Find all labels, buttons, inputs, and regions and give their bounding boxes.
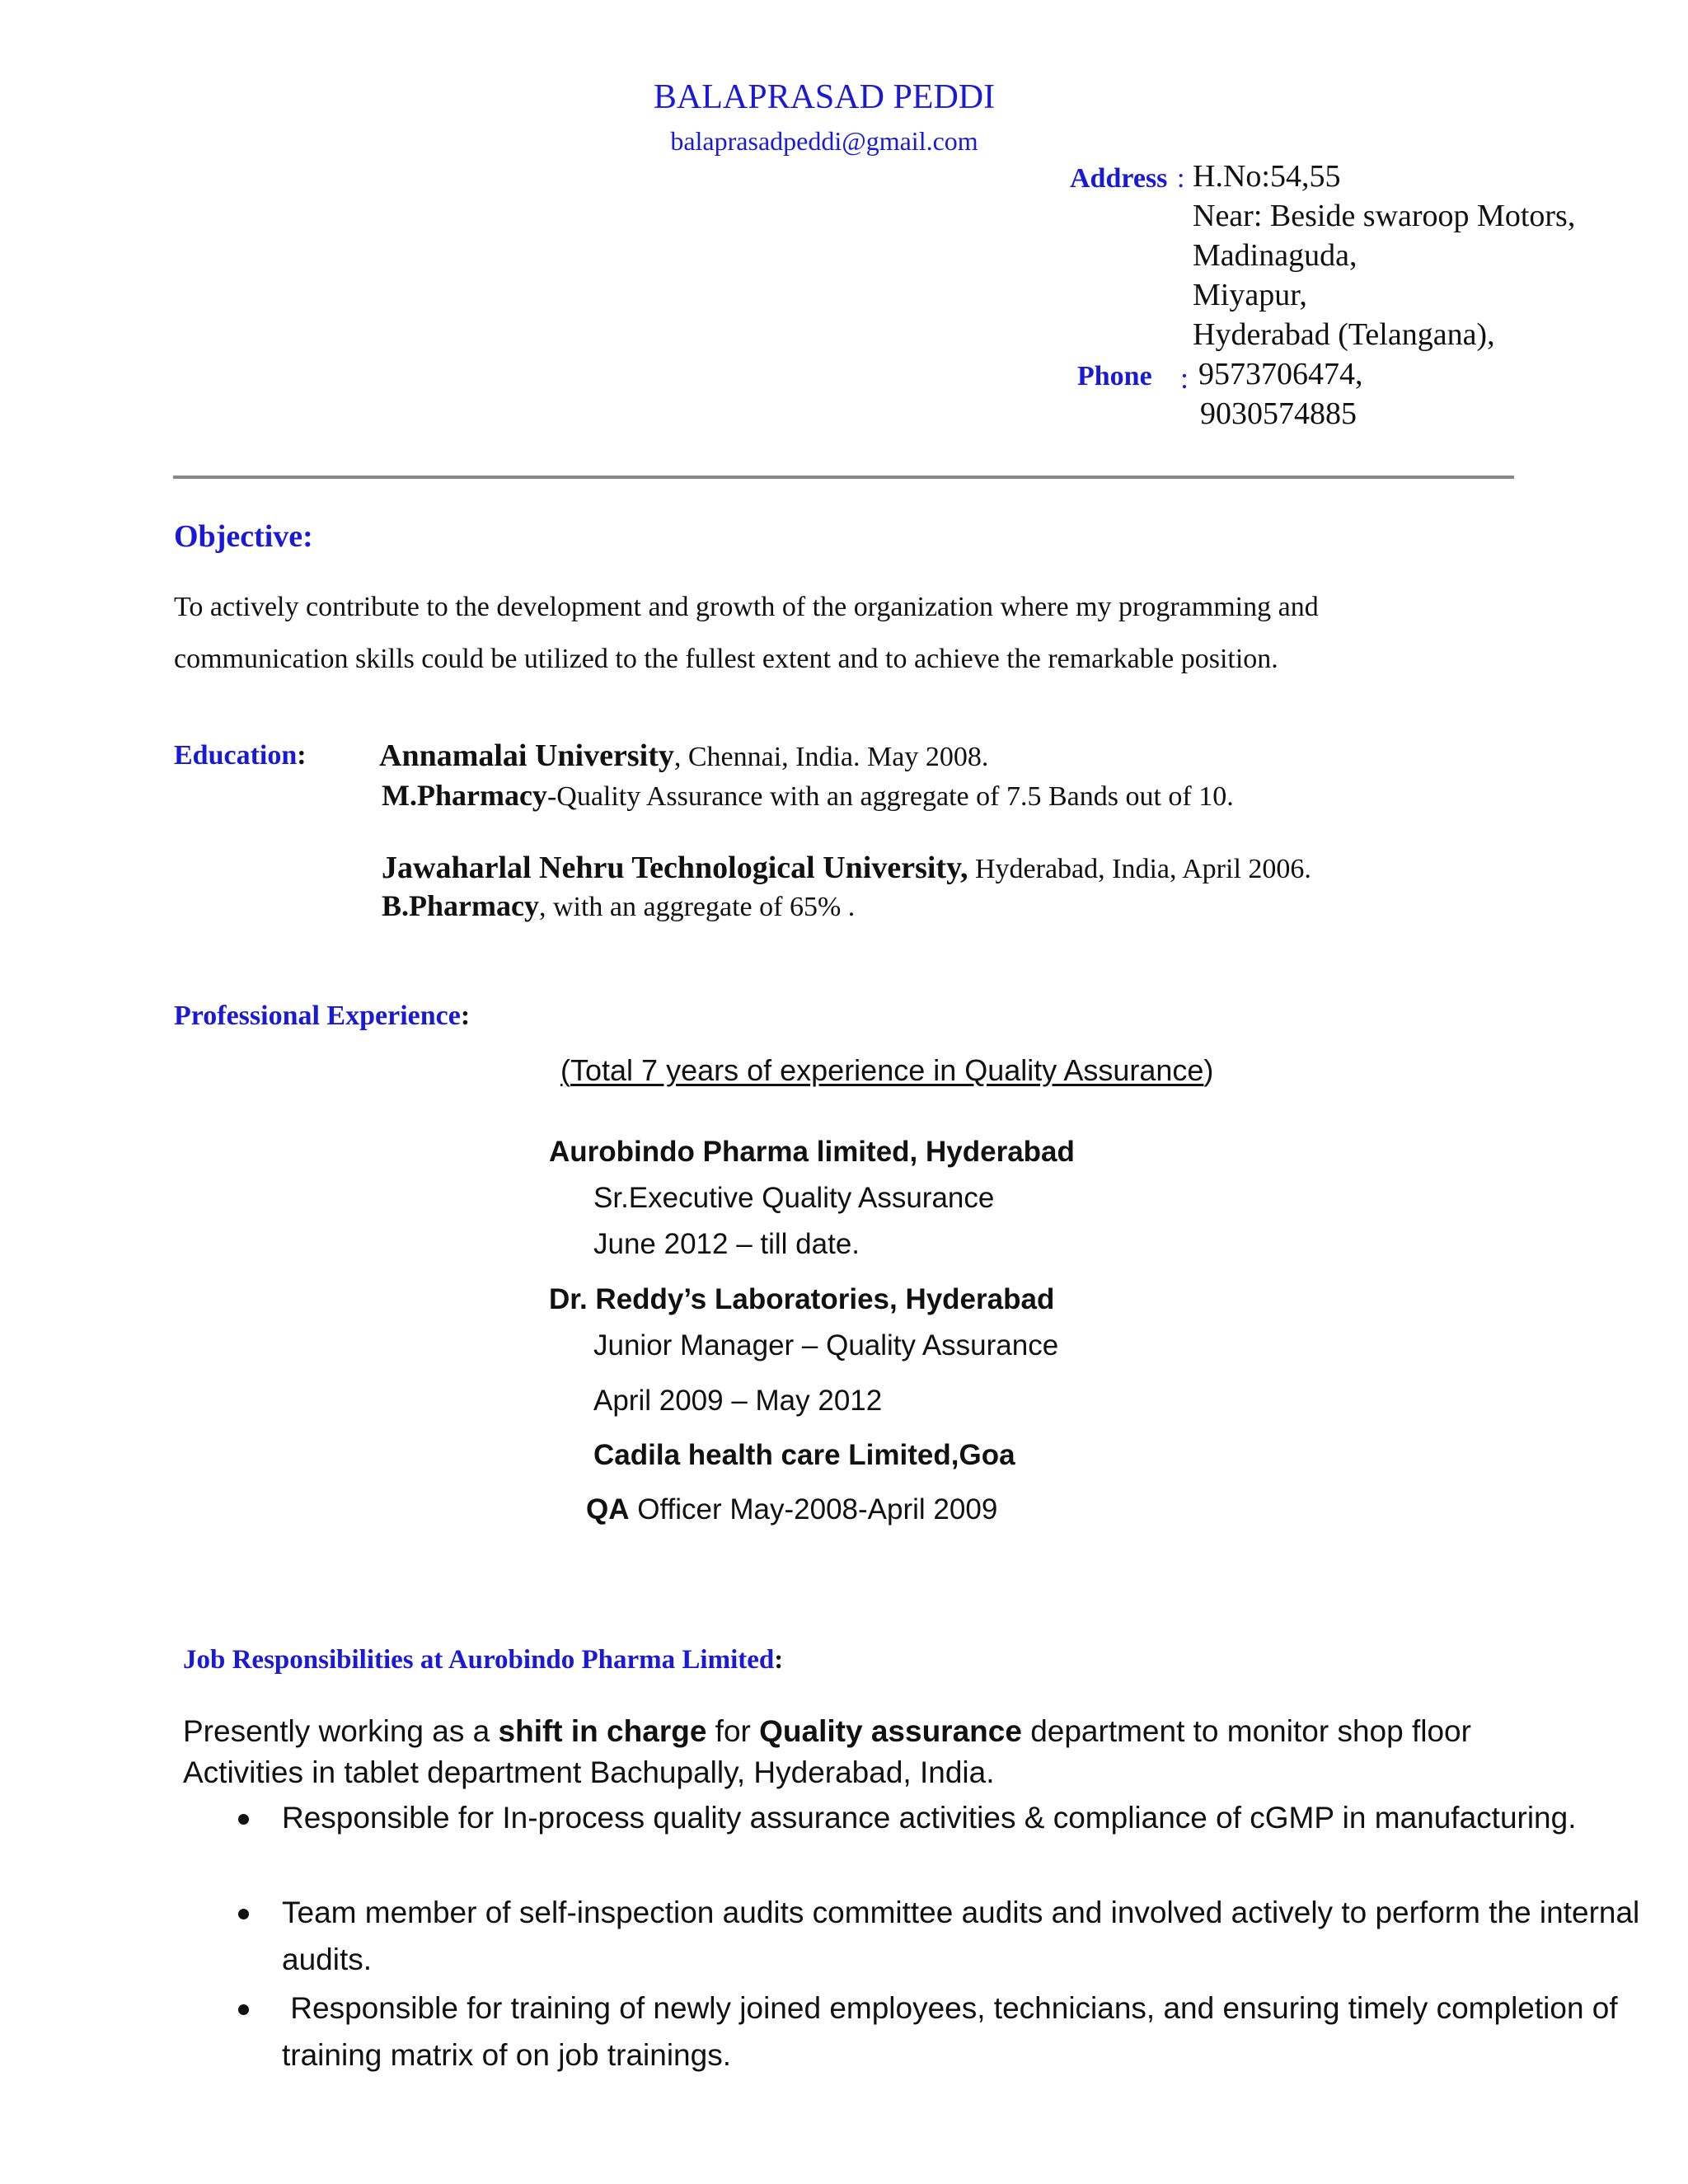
objective-text-line: communication skills could be utilized to the fullest extent and to achieve the remarkable position. [174, 644, 1278, 674]
phone-number: 9573706474, [1198, 357, 1363, 391]
bullet-icon [238, 1909, 249, 1919]
address-colon: : [1177, 163, 1185, 194]
responsibilities-intro: Presently working as a shift in charge for Quality assurance department to monitor shop floor [183, 1714, 1471, 1748]
degree-detail: -Quality Assurance with an aggregate of 7.5 Bands out of 10. [546, 781, 1234, 812]
phone-colon: : [1180, 362, 1189, 395]
education-entry-2 [382, 850, 1311, 886]
job-role-dates: QA Officer May-2008-April 2009 [586, 1493, 998, 1526]
experience-total: (Total 7 years of experience in Quality Assurance) [560, 1053, 1214, 1087]
degree-name: B.Pharmacy [382, 889, 539, 922]
responsibilities-intro-line2: Activities in tablet department Bachupally, Hyderabad, India. [183, 1755, 995, 1789]
candidate-name: BALAPRASAD PEDDI [653, 78, 996, 116]
address-line: Madinaguda, [1193, 238, 1357, 273]
university-location-date: , Chennai, India. May 2008. [673, 742, 989, 772]
university-name: Jawaharlal Nehru Technological University, [382, 851, 968, 885]
bullet-icon [238, 1814, 249, 1825]
job-dates: June 2012 – till date. [593, 1228, 860, 1260]
company-name: Aurobindo Pharma limited, Hyderabad [549, 1136, 1075, 1168]
university-location-date: Hyderabad, India, April 2006. [968, 854, 1311, 884]
phone-number: 9030574885 [1200, 396, 1357, 431]
responsibility-item: Responsible for training of newly joined employees, technicians, and ensuring timely completion of training matrix of on job trainings. [282, 1991, 1626, 2072]
company-name: Cadila health care Limited,Goa [593, 1439, 1015, 1471]
address-line: Near: Beside swaroop Motors, [1193, 199, 1576, 233]
job-role: Sr.Executive Quality Assurance [593, 1182, 995, 1214]
address-line: H.No:54,55 [1193, 159, 1341, 194]
header-divider [173, 476, 1514, 479]
address-line: Miyapur, [1193, 278, 1307, 312]
education-degree-2 [382, 888, 855, 923]
responsibilities-heading: Job Responsibilities at Aurobindo Pharma Limited: [183, 1645, 784, 1675]
experience-heading: Professional Experience: [174, 1001, 471, 1031]
address-line: Hyderabad (Telangana), [1193, 317, 1495, 352]
objective-heading: Objective: [174, 519, 313, 554]
address-label: Address [1070, 163, 1168, 194]
education-heading: Education: [174, 740, 307, 771]
objective-text-line: To actively contribute to the development and growth of the organization where my programming and [174, 592, 1319, 622]
degree-detail: , with an aggregate of 65% . [538, 892, 856, 922]
phone-label: Phone [1077, 361, 1152, 391]
university-name: Annamalai University [379, 738, 674, 773]
education-entry-1 [379, 738, 988, 774]
company-name: Dr. Reddy’s Laboratories, Hyderabad [549, 1283, 1055, 1315]
job-dates: April 2009 – May 2012 [593, 1385, 883, 1417]
degree-name: M.Pharmacy [382, 779, 547, 812]
responsibility-item: Responsible for In-process quality assurance activities & compliance of cGMP in manufacturing. [282, 1801, 1577, 1835]
email-address: balaprasadpeddi@gmail.com [670, 126, 978, 156]
bullet-icon [238, 2004, 249, 2015]
job-role: Junior Manager – Quality Assurance [593, 1329, 1059, 1361]
responsibility-item: Team member of self-inspection audits committee audits and involved actively to perform the internal audits. [282, 1896, 1640, 1976]
education-degree-1 [382, 778, 1234, 813]
